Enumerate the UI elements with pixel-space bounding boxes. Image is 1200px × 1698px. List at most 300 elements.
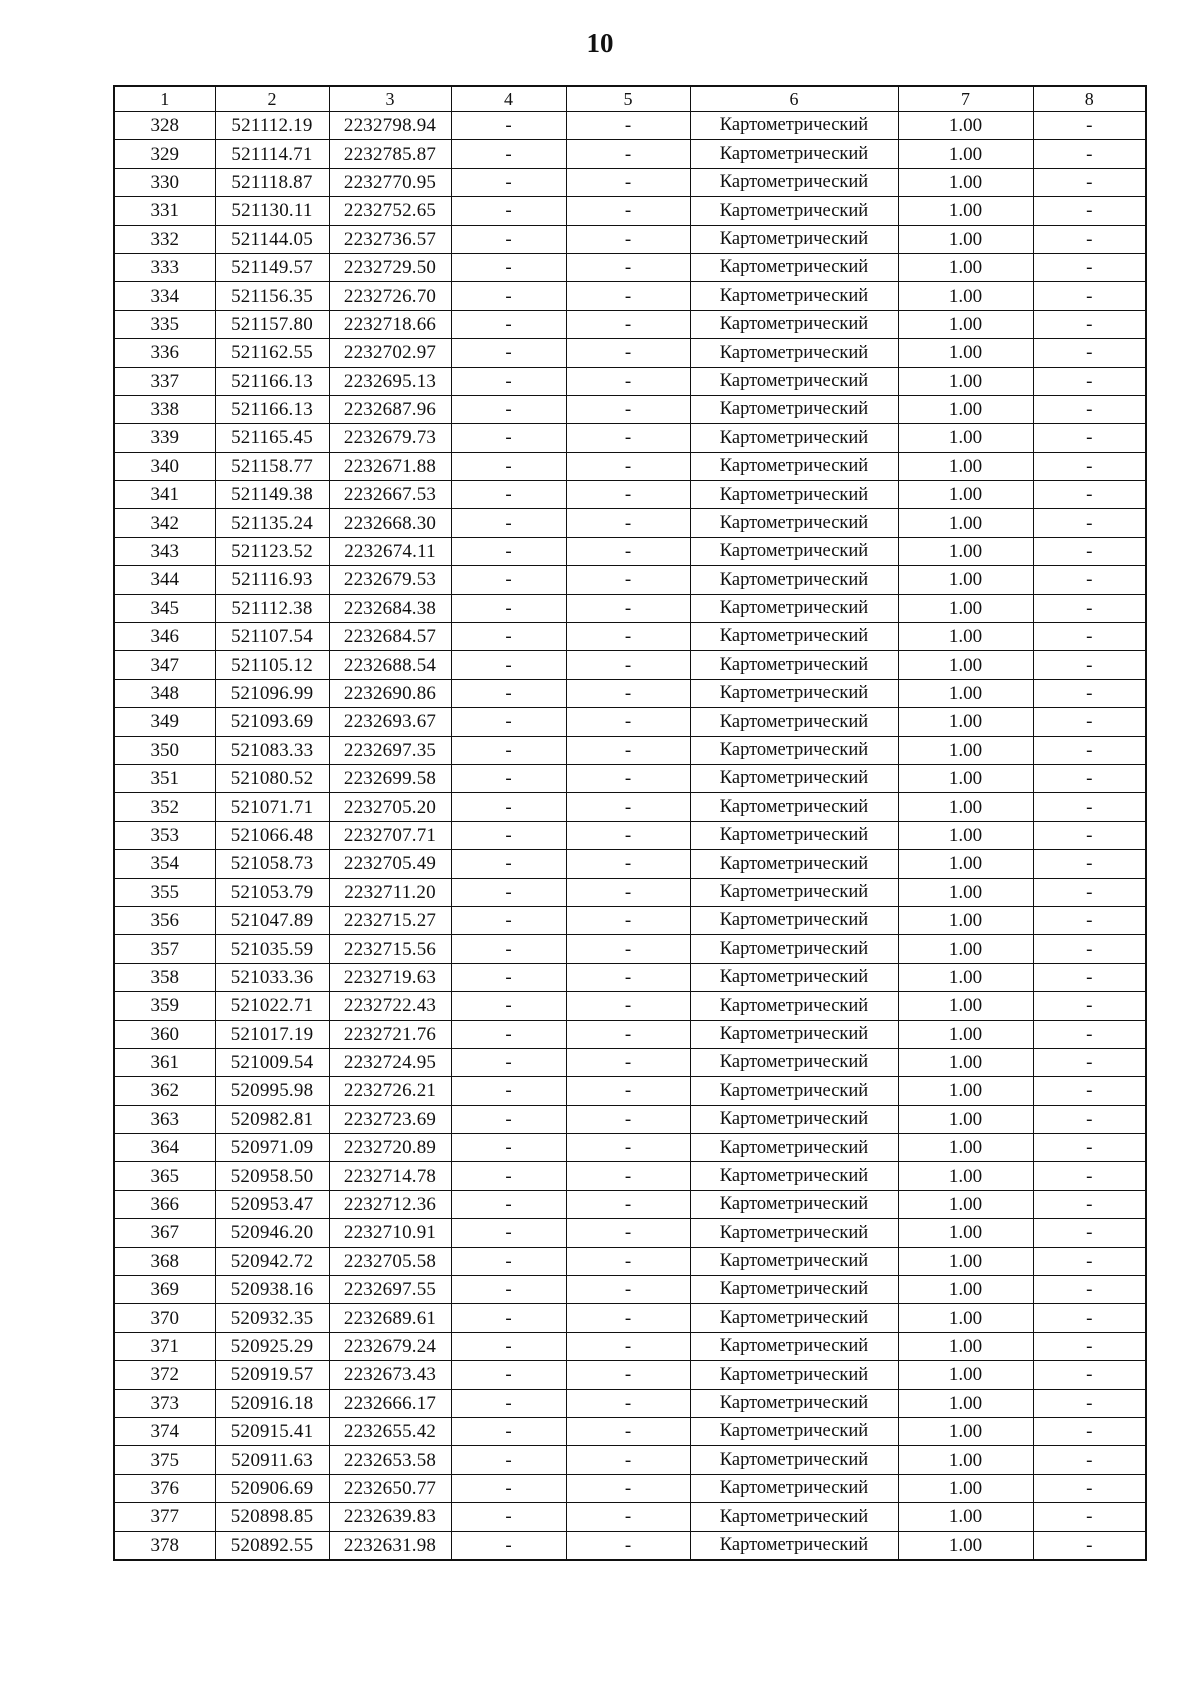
point-number-cell: 349: [114, 708, 215, 736]
x-coordinate-cell: 521144.05: [215, 225, 329, 253]
method-cell: Картометрический: [690, 1020, 898, 1048]
accuracy-cell: 1.00: [898, 566, 1033, 594]
point-number-cell: 343: [114, 537, 215, 565]
column-5-cell: -: [566, 282, 690, 310]
column-4-cell: -: [451, 1531, 566, 1560]
column-8-cell: -: [1033, 935, 1146, 963]
accuracy-cell: 1.00: [898, 1190, 1033, 1218]
y-coordinate-cell: 2232699.58: [329, 764, 451, 792]
column-8-cell: -: [1033, 1446, 1146, 1474]
point-number-cell: 340: [114, 452, 215, 480]
point-number-cell: 361: [114, 1048, 215, 1076]
method-cell: Картометрический: [690, 1332, 898, 1360]
column-4-cell: -: [451, 1105, 566, 1133]
column-5-cell: -: [566, 1304, 690, 1332]
x-coordinate-cell: 521071.71: [215, 793, 329, 821]
table-row: [114, 1020, 1146, 1048]
accuracy-cell: 1.00: [898, 708, 1033, 736]
accuracy-cell: 1.00: [898, 424, 1033, 452]
column-4-cell: -: [451, 1048, 566, 1076]
point-number-cell: 336: [114, 339, 215, 367]
accuracy-cell: 1.00: [898, 821, 1033, 849]
column-8-cell: -: [1033, 1162, 1146, 1190]
column-8-cell: -: [1033, 1531, 1146, 1560]
point-number-cell: 364: [114, 1134, 215, 1162]
accuracy-cell: 1.00: [898, 1105, 1033, 1133]
x-coordinate-cell: 520946.20: [215, 1219, 329, 1247]
table-row: [114, 112, 1146, 140]
column-5-cell: -: [566, 339, 690, 367]
column-8-cell: -: [1033, 1503, 1146, 1531]
column-5-cell: -: [566, 878, 690, 906]
y-coordinate-cell: 2232711.20: [329, 878, 451, 906]
column-4-cell: -: [451, 537, 566, 565]
accuracy-cell: 1.00: [898, 225, 1033, 253]
x-coordinate-cell: 521118.87: [215, 168, 329, 196]
method-cell: Картометрический: [690, 708, 898, 736]
table-row: [114, 509, 1146, 537]
column-5-cell: -: [566, 1190, 690, 1218]
method-cell: Картометрический: [690, 1446, 898, 1474]
table-row: [114, 1531, 1146, 1560]
x-coordinate-cell: 520942.72: [215, 1247, 329, 1275]
method-cell: Картометрический: [690, 509, 898, 537]
table-row: [114, 764, 1146, 792]
table-body: [114, 112, 1146, 1560]
column-8-cell: -: [1033, 1361, 1146, 1389]
accuracy-cell: 1.00: [898, 906, 1033, 934]
point-number-cell: 353: [114, 821, 215, 849]
table-row: [114, 452, 1146, 480]
table-row: [114, 253, 1146, 281]
column-header: 7: [898, 86, 1033, 112]
table-row: [114, 424, 1146, 452]
column-header: 1: [114, 86, 215, 112]
table-row: [114, 1446, 1146, 1474]
y-coordinate-cell: 2232705.58: [329, 1247, 451, 1275]
accuracy-cell: 1.00: [898, 935, 1033, 963]
column-4-cell: -: [451, 367, 566, 395]
y-coordinate-cell: 2232668.30: [329, 509, 451, 537]
point-number-cell: 377: [114, 1503, 215, 1531]
x-coordinate-cell: 521066.48: [215, 821, 329, 849]
table-row: [114, 1190, 1146, 1218]
accuracy-cell: 1.00: [898, 850, 1033, 878]
column-5-cell: -: [566, 367, 690, 395]
y-coordinate-cell: 2232712.36: [329, 1190, 451, 1218]
accuracy-cell: 1.00: [898, 310, 1033, 338]
point-number-cell: 337: [114, 367, 215, 395]
method-cell: Картометрический: [690, 452, 898, 480]
column-4-cell: -: [451, 1077, 566, 1105]
y-coordinate-cell: 2232722.43: [329, 992, 451, 1020]
column-5-cell: -: [566, 963, 690, 991]
x-coordinate-cell: 521130.11: [215, 197, 329, 225]
table-row: [114, 1219, 1146, 1247]
column-4-cell: -: [451, 282, 566, 310]
accuracy-cell: 1.00: [898, 1531, 1033, 1560]
point-number-cell: 357: [114, 935, 215, 963]
accuracy-cell: 1.00: [898, 197, 1033, 225]
column-header: 2: [215, 86, 329, 112]
y-coordinate-cell: 2232689.61: [329, 1304, 451, 1332]
y-coordinate-cell: 2232674.11: [329, 537, 451, 565]
table-row: [114, 1503, 1146, 1531]
column-4-cell: -: [451, 1332, 566, 1360]
column-4-cell: -: [451, 651, 566, 679]
column-4-cell: -: [451, 481, 566, 509]
point-number-cell: 352: [114, 793, 215, 821]
column-8-cell: -: [1033, 253, 1146, 281]
x-coordinate-cell: 521162.55: [215, 339, 329, 367]
accuracy-cell: 1.00: [898, 878, 1033, 906]
method-cell: Картометрический: [690, 168, 898, 196]
y-coordinate-cell: 2232655.42: [329, 1417, 451, 1445]
point-number-cell: 358: [114, 963, 215, 991]
y-coordinate-cell: 2232720.89: [329, 1134, 451, 1162]
x-coordinate-cell: 521080.52: [215, 764, 329, 792]
method-cell: Картометрический: [690, 282, 898, 310]
table-row: [114, 310, 1146, 338]
column-8-cell: -: [1033, 367, 1146, 395]
x-coordinate-cell: 521157.80: [215, 310, 329, 338]
x-coordinate-cell: 521116.93: [215, 566, 329, 594]
x-coordinate-cell: 520958.50: [215, 1162, 329, 1190]
x-coordinate-cell: 521149.57: [215, 253, 329, 281]
column-5-cell: -: [566, 112, 690, 140]
column-4-cell: -: [451, 850, 566, 878]
column-5-cell: -: [566, 651, 690, 679]
column-8-cell: -: [1033, 452, 1146, 480]
column-8-cell: -: [1033, 310, 1146, 338]
accuracy-cell: 1.00: [898, 1276, 1033, 1304]
point-number-cell: 344: [114, 566, 215, 594]
x-coordinate-cell: 521035.59: [215, 935, 329, 963]
method-cell: Картометрический: [690, 764, 898, 792]
column-5-cell: -: [566, 310, 690, 338]
column-8-cell: -: [1033, 197, 1146, 225]
column-5-cell: -: [566, 708, 690, 736]
column-5-cell: -: [566, 1276, 690, 1304]
method-cell: Картометрический: [690, 1048, 898, 1076]
column-8-cell: -: [1033, 1332, 1146, 1360]
accuracy-cell: 1.00: [898, 1162, 1033, 1190]
point-number-cell: 366: [114, 1190, 215, 1218]
table-row: [114, 1048, 1146, 1076]
y-coordinate-cell: 2232684.57: [329, 623, 451, 651]
accuracy-cell: 1.00: [898, 1361, 1033, 1389]
column-5-cell: -: [566, 1503, 690, 1531]
y-coordinate-cell: 2232736.57: [329, 225, 451, 253]
method-cell: Картометрический: [690, 1276, 898, 1304]
accuracy-cell: 1.00: [898, 1134, 1033, 1162]
method-cell: Картометрический: [690, 481, 898, 509]
y-coordinate-cell: 2232679.73: [329, 424, 451, 452]
method-cell: Картометрический: [690, 566, 898, 594]
column-8-cell: -: [1033, 225, 1146, 253]
point-number-cell: 341: [114, 481, 215, 509]
column-5-cell: -: [566, 736, 690, 764]
column-4-cell: -: [451, 1219, 566, 1247]
table-row: [114, 906, 1146, 934]
method-cell: Картометрический: [690, 253, 898, 281]
method-cell: Картометрический: [690, 225, 898, 253]
column-8-cell: -: [1033, 963, 1146, 991]
method-cell: Картометрический: [690, 395, 898, 423]
accuracy-cell: 1.00: [898, 651, 1033, 679]
column-8-cell: -: [1033, 509, 1146, 537]
column-5-cell: -: [566, 1389, 690, 1417]
point-number-cell: 351: [114, 764, 215, 792]
column-8-cell: -: [1033, 878, 1146, 906]
y-coordinate-cell: 2232667.53: [329, 481, 451, 509]
method-cell: Картометрический: [690, 878, 898, 906]
x-coordinate-cell: 521156.35: [215, 282, 329, 310]
method-cell: Картометрический: [690, 1247, 898, 1275]
column-4-cell: -: [451, 1503, 566, 1531]
point-number-cell: 374: [114, 1417, 215, 1445]
table-row: [114, 1162, 1146, 1190]
column-4-cell: -: [451, 992, 566, 1020]
column-4-cell: -: [451, 1304, 566, 1332]
method-cell: Картометрический: [690, 850, 898, 878]
y-coordinate-cell: 2232673.43: [329, 1361, 451, 1389]
column-8-cell: -: [1033, 424, 1146, 452]
x-coordinate-cell: 521123.52: [215, 537, 329, 565]
column-8-cell: -: [1033, 1219, 1146, 1247]
x-coordinate-cell: 520932.35: [215, 1304, 329, 1332]
x-coordinate-cell: 521112.19: [215, 112, 329, 140]
method-cell: Картометрический: [690, 736, 898, 764]
column-4-cell: -: [451, 509, 566, 537]
column-8-cell: -: [1033, 140, 1146, 168]
column-4-cell: -: [451, 452, 566, 480]
column-4-cell: -: [451, 906, 566, 934]
column-5-cell: -: [566, 906, 690, 934]
column-4-cell: -: [451, 935, 566, 963]
column-5-cell: -: [566, 253, 690, 281]
x-coordinate-cell: 520916.18: [215, 1389, 329, 1417]
column-5-cell: -: [566, 509, 690, 537]
table-row: [114, 1247, 1146, 1275]
x-coordinate-cell: 521083.33: [215, 736, 329, 764]
x-coordinate-cell: 521165.45: [215, 424, 329, 452]
column-4-cell: -: [451, 339, 566, 367]
column-header: 4: [451, 86, 566, 112]
column-4-cell: -: [451, 878, 566, 906]
accuracy-cell: 1.00: [898, 282, 1033, 310]
method-cell: Картометрический: [690, 1190, 898, 1218]
x-coordinate-cell: 521093.69: [215, 708, 329, 736]
point-number-cell: 363: [114, 1105, 215, 1133]
column-4-cell: -: [451, 1389, 566, 1417]
y-coordinate-cell: 2232721.76: [329, 1020, 451, 1048]
x-coordinate-cell: 521105.12: [215, 651, 329, 679]
y-coordinate-cell: 2232715.56: [329, 935, 451, 963]
x-coordinate-cell: 521114.71: [215, 140, 329, 168]
coordinates-table: [113, 85, 1147, 1561]
x-coordinate-cell: 521022.71: [215, 992, 329, 1020]
y-coordinate-cell: 2232639.83: [329, 1503, 451, 1531]
accuracy-cell: 1.00: [898, 793, 1033, 821]
accuracy-cell: 1.00: [898, 1020, 1033, 1048]
table-row: [114, 708, 1146, 736]
column-4-cell: -: [451, 225, 566, 253]
method-cell: Картометрический: [690, 537, 898, 565]
column-4-cell: -: [451, 1190, 566, 1218]
table-row: [114, 793, 1146, 821]
point-number-cell: 359: [114, 992, 215, 1020]
accuracy-cell: 1.00: [898, 1304, 1033, 1332]
table-row: [114, 1474, 1146, 1502]
accuracy-cell: 1.00: [898, 1219, 1033, 1247]
accuracy-cell: 1.00: [898, 168, 1033, 196]
table-row: [114, 651, 1146, 679]
point-number-cell: 368: [114, 1247, 215, 1275]
point-number-cell: 334: [114, 282, 215, 310]
column-4-cell: -: [451, 764, 566, 792]
point-number-cell: 342: [114, 509, 215, 537]
column-8-cell: -: [1033, 566, 1146, 594]
accuracy-cell: 1.00: [898, 112, 1033, 140]
y-coordinate-cell: 2232726.70: [329, 282, 451, 310]
table-row: [114, 623, 1146, 651]
y-coordinate-cell: 2232729.50: [329, 253, 451, 281]
accuracy-cell: 1.00: [898, 992, 1033, 1020]
accuracy-cell: 1.00: [898, 679, 1033, 707]
y-coordinate-cell: 2232697.55: [329, 1276, 451, 1304]
accuracy-cell: 1.00: [898, 1389, 1033, 1417]
x-coordinate-cell: 520915.41: [215, 1417, 329, 1445]
y-coordinate-cell: 2232710.91: [329, 1219, 451, 1247]
point-number-cell: 362: [114, 1077, 215, 1105]
table-row: [114, 282, 1146, 310]
method-cell: Картометрический: [690, 963, 898, 991]
point-number-cell: 331: [114, 197, 215, 225]
x-coordinate-cell: 520919.57: [215, 1361, 329, 1389]
column-8-cell: -: [1033, 594, 1146, 622]
column-8-cell: -: [1033, 906, 1146, 934]
column-5-cell: -: [566, 1361, 690, 1389]
point-number-cell: 346: [114, 623, 215, 651]
accuracy-cell: 1.00: [898, 1077, 1033, 1105]
column-8-cell: -: [1033, 1247, 1146, 1275]
column-8-cell: -: [1033, 992, 1146, 1020]
column-5-cell: -: [566, 566, 690, 594]
table-row: [114, 679, 1146, 707]
accuracy-cell: 1.00: [898, 509, 1033, 537]
column-5-cell: -: [566, 1048, 690, 1076]
point-number-cell: 329: [114, 140, 215, 168]
column-8-cell: -: [1033, 1105, 1146, 1133]
column-4-cell: -: [451, 963, 566, 991]
y-coordinate-cell: 2232684.38: [329, 594, 451, 622]
y-coordinate-cell: 2232726.21: [329, 1077, 451, 1105]
column-8-cell: -: [1033, 1077, 1146, 1105]
column-4-cell: -: [451, 1020, 566, 1048]
column-5-cell: -: [566, 1134, 690, 1162]
column-5-cell: -: [566, 140, 690, 168]
x-coordinate-cell: 520898.85: [215, 1503, 329, 1531]
accuracy-cell: 1.00: [898, 481, 1033, 509]
point-number-cell: 332: [114, 225, 215, 253]
column-5-cell: -: [566, 1247, 690, 1275]
column-8-cell: -: [1033, 1020, 1146, 1048]
method-cell: Картометрический: [690, 1134, 898, 1162]
column-8-cell: -: [1033, 1190, 1146, 1218]
column-5-cell: -: [566, 992, 690, 1020]
accuracy-cell: 1.00: [898, 1474, 1033, 1502]
column-4-cell: -: [451, 679, 566, 707]
method-cell: Картометрический: [690, 793, 898, 821]
point-number-cell: 335: [114, 310, 215, 338]
method-cell: Картометрический: [690, 1219, 898, 1247]
method-cell: Картометрический: [690, 1474, 898, 1502]
method-cell: Картометрический: [690, 651, 898, 679]
column-4-cell: -: [451, 1247, 566, 1275]
table-row: [114, 1105, 1146, 1133]
table-row: [114, 1417, 1146, 1445]
x-coordinate-cell: 521112.38: [215, 594, 329, 622]
method-cell: Картометрический: [690, 112, 898, 140]
column-5-cell: -: [566, 935, 690, 963]
table-row: [114, 339, 1146, 367]
y-coordinate-cell: 2232666.17: [329, 1389, 451, 1417]
method-cell: Картометрический: [690, 992, 898, 1020]
column-8-cell: -: [1033, 850, 1146, 878]
column-4-cell: -: [451, 623, 566, 651]
method-cell: Картометрический: [690, 1503, 898, 1531]
y-coordinate-cell: 2232702.97: [329, 339, 451, 367]
method-cell: Картометрический: [690, 367, 898, 395]
y-coordinate-cell: 2232653.58: [329, 1446, 451, 1474]
table-row: [114, 1304, 1146, 1332]
point-number-cell: 330: [114, 168, 215, 196]
column-5-cell: -: [566, 168, 690, 196]
x-coordinate-cell: 520995.98: [215, 1077, 329, 1105]
column-8-cell: -: [1033, 821, 1146, 849]
column-5-cell: -: [566, 424, 690, 452]
method-cell: Картометрический: [690, 821, 898, 849]
x-coordinate-cell: 521166.13: [215, 367, 329, 395]
table-row: [114, 963, 1146, 991]
point-number-cell: 360: [114, 1020, 215, 1048]
column-8-cell: -: [1033, 112, 1146, 140]
y-coordinate-cell: 2232697.35: [329, 736, 451, 764]
x-coordinate-cell: 520892.55: [215, 1531, 329, 1560]
table-row: [114, 850, 1146, 878]
table-row: [114, 992, 1146, 1020]
point-number-cell: 365: [114, 1162, 215, 1190]
accuracy-cell: 1.00: [898, 1247, 1033, 1275]
table-row: [114, 1077, 1146, 1105]
point-number-cell: 376: [114, 1474, 215, 1502]
column-5-cell: -: [566, 1446, 690, 1474]
column-5-cell: -: [566, 1332, 690, 1360]
column-8-cell: -: [1033, 1304, 1146, 1332]
accuracy-cell: 1.00: [898, 253, 1033, 281]
column-8-cell: -: [1033, 793, 1146, 821]
column-8-cell: -: [1033, 537, 1146, 565]
y-coordinate-cell: 2232650.77: [329, 1474, 451, 1502]
column-5-cell: -: [566, 764, 690, 792]
column-4-cell: -: [451, 736, 566, 764]
x-coordinate-cell: 520953.47: [215, 1190, 329, 1218]
table-row: [114, 225, 1146, 253]
column-5-cell: -: [566, 452, 690, 480]
table-row: [114, 594, 1146, 622]
column-header: 8: [1033, 86, 1146, 112]
